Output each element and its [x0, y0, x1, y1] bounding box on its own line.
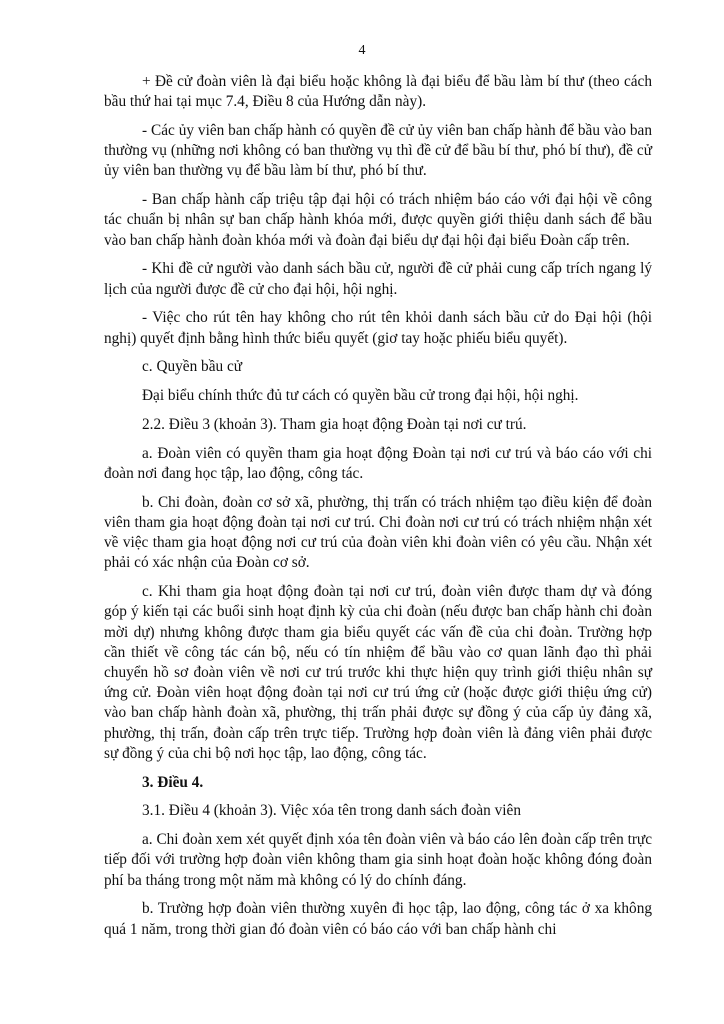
- section-heading-article-4: 3. Điều 4.: [142, 773, 204, 791]
- paragraph-removal-a: a. Chi đoàn xem xét quyết định xóa tên đoàn viên và báo cáo lên đoàn cấp trên trực tiếp đối với trường hợp đoàn viên không tham gia sinh hoạt đoàn hoặc không đóng đoàn phí ba tháng trong một năm mà không có lý do chính đáng.: [104, 831, 652, 889]
- paragraph-withdraw-name: - Việc cho rút tên hay không cho rút tên khỏi danh sách bầu cử do Đại hội (hội nghị) quyết định bằng hình thức biểu quyết (giơ tay hoặc phiếu biểu quyết).: [104, 309, 652, 347]
- paragraph-convening-committee: - Ban chấp hành cấp triệu tập đại hội có trách nhiệm báo cáo với đại hội về công tác chuẩn bị nhân sự ban chấp hành khóa mới, được quyền giới thiệu danh sách để bầu vào ban chấp hành đoàn khóa mới và đoàn đại biểu dự đại hội đại biểu Đoàn cấp trên.: [104, 191, 652, 249]
- paragraph-voting-right: Đại biểu chính thức đủ tư cách có quyền bầu cử trong đại hội, hội nghị.: [142, 387, 579, 405]
- paragraph-residence-b: b. Chi đoàn, đoàn cơ sở xã, phường, thị trấn có trách nhiệm tạo điều kiện để đoàn viên tham gia hoạt động đoàn tại nơi cư trú. Chi đoàn nơi cư trú có trách nhiệm nhận xét về việc tham gia hoạt động nơi cư trú của đoàn viên khi đoàn viên có yêu cầu. Nhận xét phải có xác nhận của Đoàn cơ sở.: [104, 493, 652, 572]
- paragraph-committee-nomination: - Các ủy viên ban chấp hành có quyền đề cử ủy viên ban chấp hành để bầu vào ban thường vụ (những nơi không có ban thường vụ thì đề cử để bầu bí thư, phó bí thư), đề cử ủy viên ban thường vụ để bầu làm bí thư, phó bí thư.: [104, 122, 652, 180]
- paragraph-residence-c: c. Khi tham gia hoạt động đoàn tại nơi cư trú, đoàn viên được tham dự và đóng góp ý kiến tại các buổi sinh hoạt định kỳ của chi đoàn (nếu được ban chấp hành chi đoàn mời dự) nhưng không được tham gia biểu quyết các vấn đề của chi đoàn. Trường hợp cần thiết về công tác cán bộ, nếu có tín nhiệm để bầu vào cơ quan lãnh đạo thì phải chuyển hồ sơ đoàn viên về nơi cư trú trước khi thực hiện quy trình giới thiệu nhân sự ứng cử. Đoàn viên hoạt động đoàn tại nơi cư trú ứng cử (hoặc được giới thiệu ứng cử) vào ban chấp hành đoàn xã, phường, thị trấn phải được sự đồng ý của cấp ủy đảng xã, phường, thị trấn, đoàn cấp trên trực tiếp. Trường hợp đoàn viên là đảng viên phải được sự đồng ý của chi bộ nơi học tập, lao động, công tác.: [104, 583, 652, 762]
- paragraph-nominee-resume: - Khi đề cử người vào danh sách bầu cử, người đề cử phải cung cấp trích ngang lý lịch của người được đề cử cho đại hội, hội nghị.: [104, 260, 652, 298]
- paragraph-nominate-secretary: + Đề cử đoàn viên là đại biểu hoặc không là đại biểu để bầu làm bí thư (theo cách bầu thứ hai tại mục 7.4, Điều 8 của Hướng dẫn này).: [104, 73, 652, 111]
- subheading-removal: 3.1. Điều 4 (khoản 3). Việc xóa tên trong danh sách đoàn viên: [142, 802, 521, 820]
- paragraph-removal-b: b. Trường hợp đoàn viên thường xuyên đi học tập, lao động, công tác ở xa không quá 1 năm, trong thời gian đó đoàn viên có báo cáo với ban chấp hành chi: [104, 900, 652, 938]
- page-number: 4: [358, 43, 366, 58]
- subheading-voting-right: c. Quyền bầu cử: [142, 358, 243, 376]
- document-body: [104, 72, 652, 948]
- subheading-residence-activity: 2.2. Điều 3 (khoản 3). Tham gia hoạt động Đoàn tại nơi cư trú.: [142, 416, 527, 433]
- paragraph-residence-a: a. Đoàn viên có quyền tham gia hoạt động Đoàn tại nơi cư trú và báo cáo với chi đoàn nơi đang học tập, lao động, công tác.: [104, 444, 652, 482]
